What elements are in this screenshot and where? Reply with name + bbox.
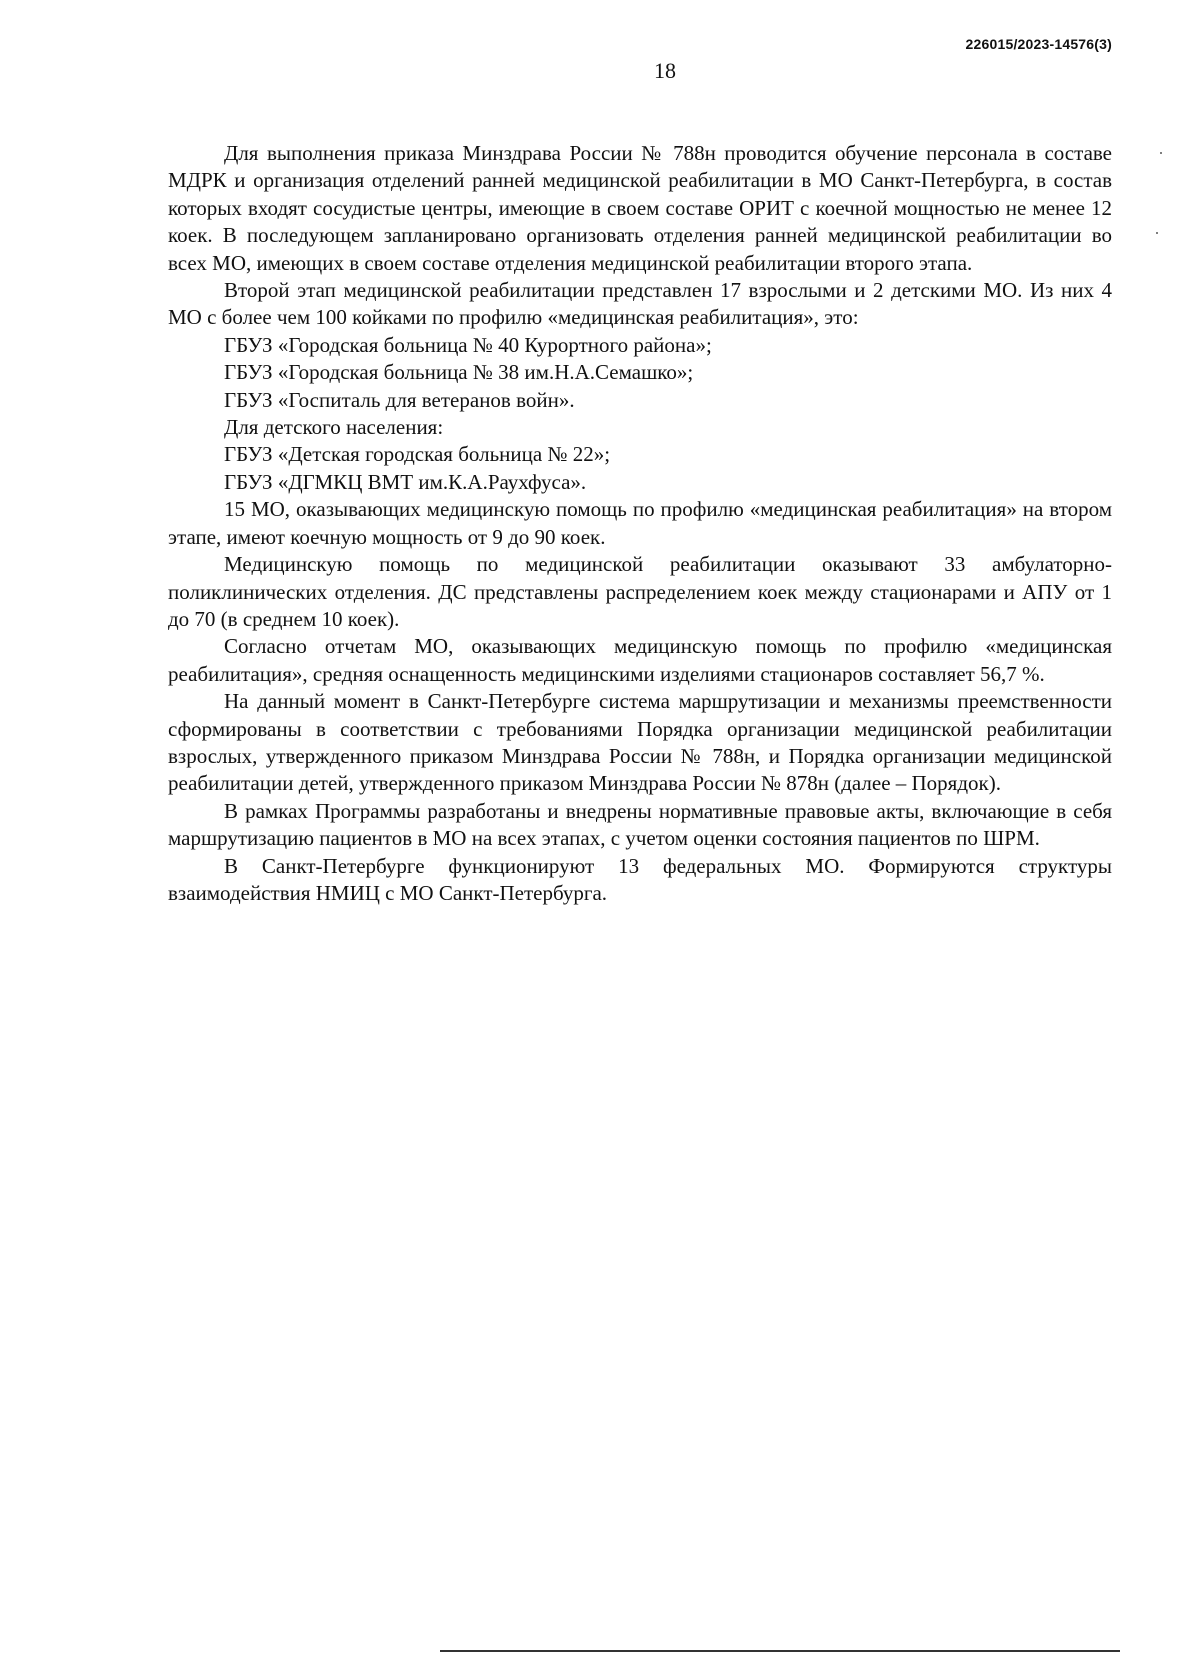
paragraph-federal: В Санкт-Петербурге функционируют 13 федеральных МО. Формируются структуры взаимодействия НМИЦ с МО Санкт-Петербурга. <box>168 853 1112 905</box>
page-number: 18 <box>654 58 676 83</box>
paragraph-regulations: В рамках Программы разработаны и внедрены нормативные правовые акты, включающие в себя маршрутизацию пациентов в МО на всех этапах, с учетом оценки состояния пациентов по ШРМ. <box>168 798 1112 851</box>
paragraph-bed-capacity: 15 МО, оказывающих медицинскую помощь по профилю «медицинская реабилитация» на втором этапе, имеют коечную мощность от 9 до 90 коек. <box>168 497 1112 549</box>
scan-speck <box>1156 232 1158 234</box>
scan-speck <box>1160 152 1162 154</box>
document-id: 226015/2023-14576(3) <box>965 36 1112 52</box>
list-item-hospital-40: ГБУЗ «Городская больница № 40 Курортного района»; <box>224 332 712 357</box>
paragraph-outpatient: Медицинскую помощь по медицинской реабилитации оказывают 33 амбулаторно-поликлинических отделения. ДС представлены распределением коек между стационарами и АПУ от 1 до 70 (в среднем 10 коек). <box>168 552 1112 631</box>
paragraph-training: Для выполнения приказа Минздрава России № 788н проводится обучение персонала в составе МДРК и организация отделений ранней медицинской реабилитации в МО Санкт-Петербурга, в состав которых входят сосудистые центры, имеющие в своем составе ОРИТ с коечной мощностью не менее 12 коек. В последующем запланировано организовать отделения ранней медицинской реабилитации во всех МО, имеющих в своем составе отделения медицинской реабилитации второго этапа. <box>168 141 1112 275</box>
scan-edge-line <box>440 1650 1120 1652</box>
list-item-childrens-hospital-22: ГБУЗ «Детская городская больница № 22»; <box>224 442 611 467</box>
paragraph-routing: На данный момент в Санкт-Петербурге система маршрутизации и механизмы преемственности сформированы в соответствии с требованиями Порядка организации медицинской реабилитации взрослых, утвержденного приказом Минздрава России № 788н, и Порядка организации медицинской реабилитации детей, утвержденного приказом Минздрава России № 878н (далее – Порядок). <box>168 689 1112 796</box>
document-body <box>168 140 1112 907</box>
list-item-rauhfus: ГБУЗ «ДГМКЦ ВМТ им.К.А.Раухфуса». <box>224 469 587 494</box>
list-item-veterans-hospital: ГБУЗ «Госпиталь для ветеранов войн». <box>224 387 575 412</box>
paragraph-equipment: Согласно отчетам МО, оказывающих медицинскую помощь по профилю «медицинская реабилитация», средняя оснащенность медицинскими изделиями стационаров составляет 56,7 %. <box>168 634 1112 686</box>
paragraph-second-stage: Второй этап медицинской реабилитации представлен 17 взрослыми и 2 детскими МО. Из них 4 МО с более чем 100 койками по профилю «медицинская реабилитация», это: <box>168 278 1112 330</box>
list-heading-children: Для детского населения: <box>224 415 444 440</box>
list-item-hospital-38: ГБУЗ «Городская больница № 38 им.Н.А.Семашко»; <box>224 360 694 385</box>
